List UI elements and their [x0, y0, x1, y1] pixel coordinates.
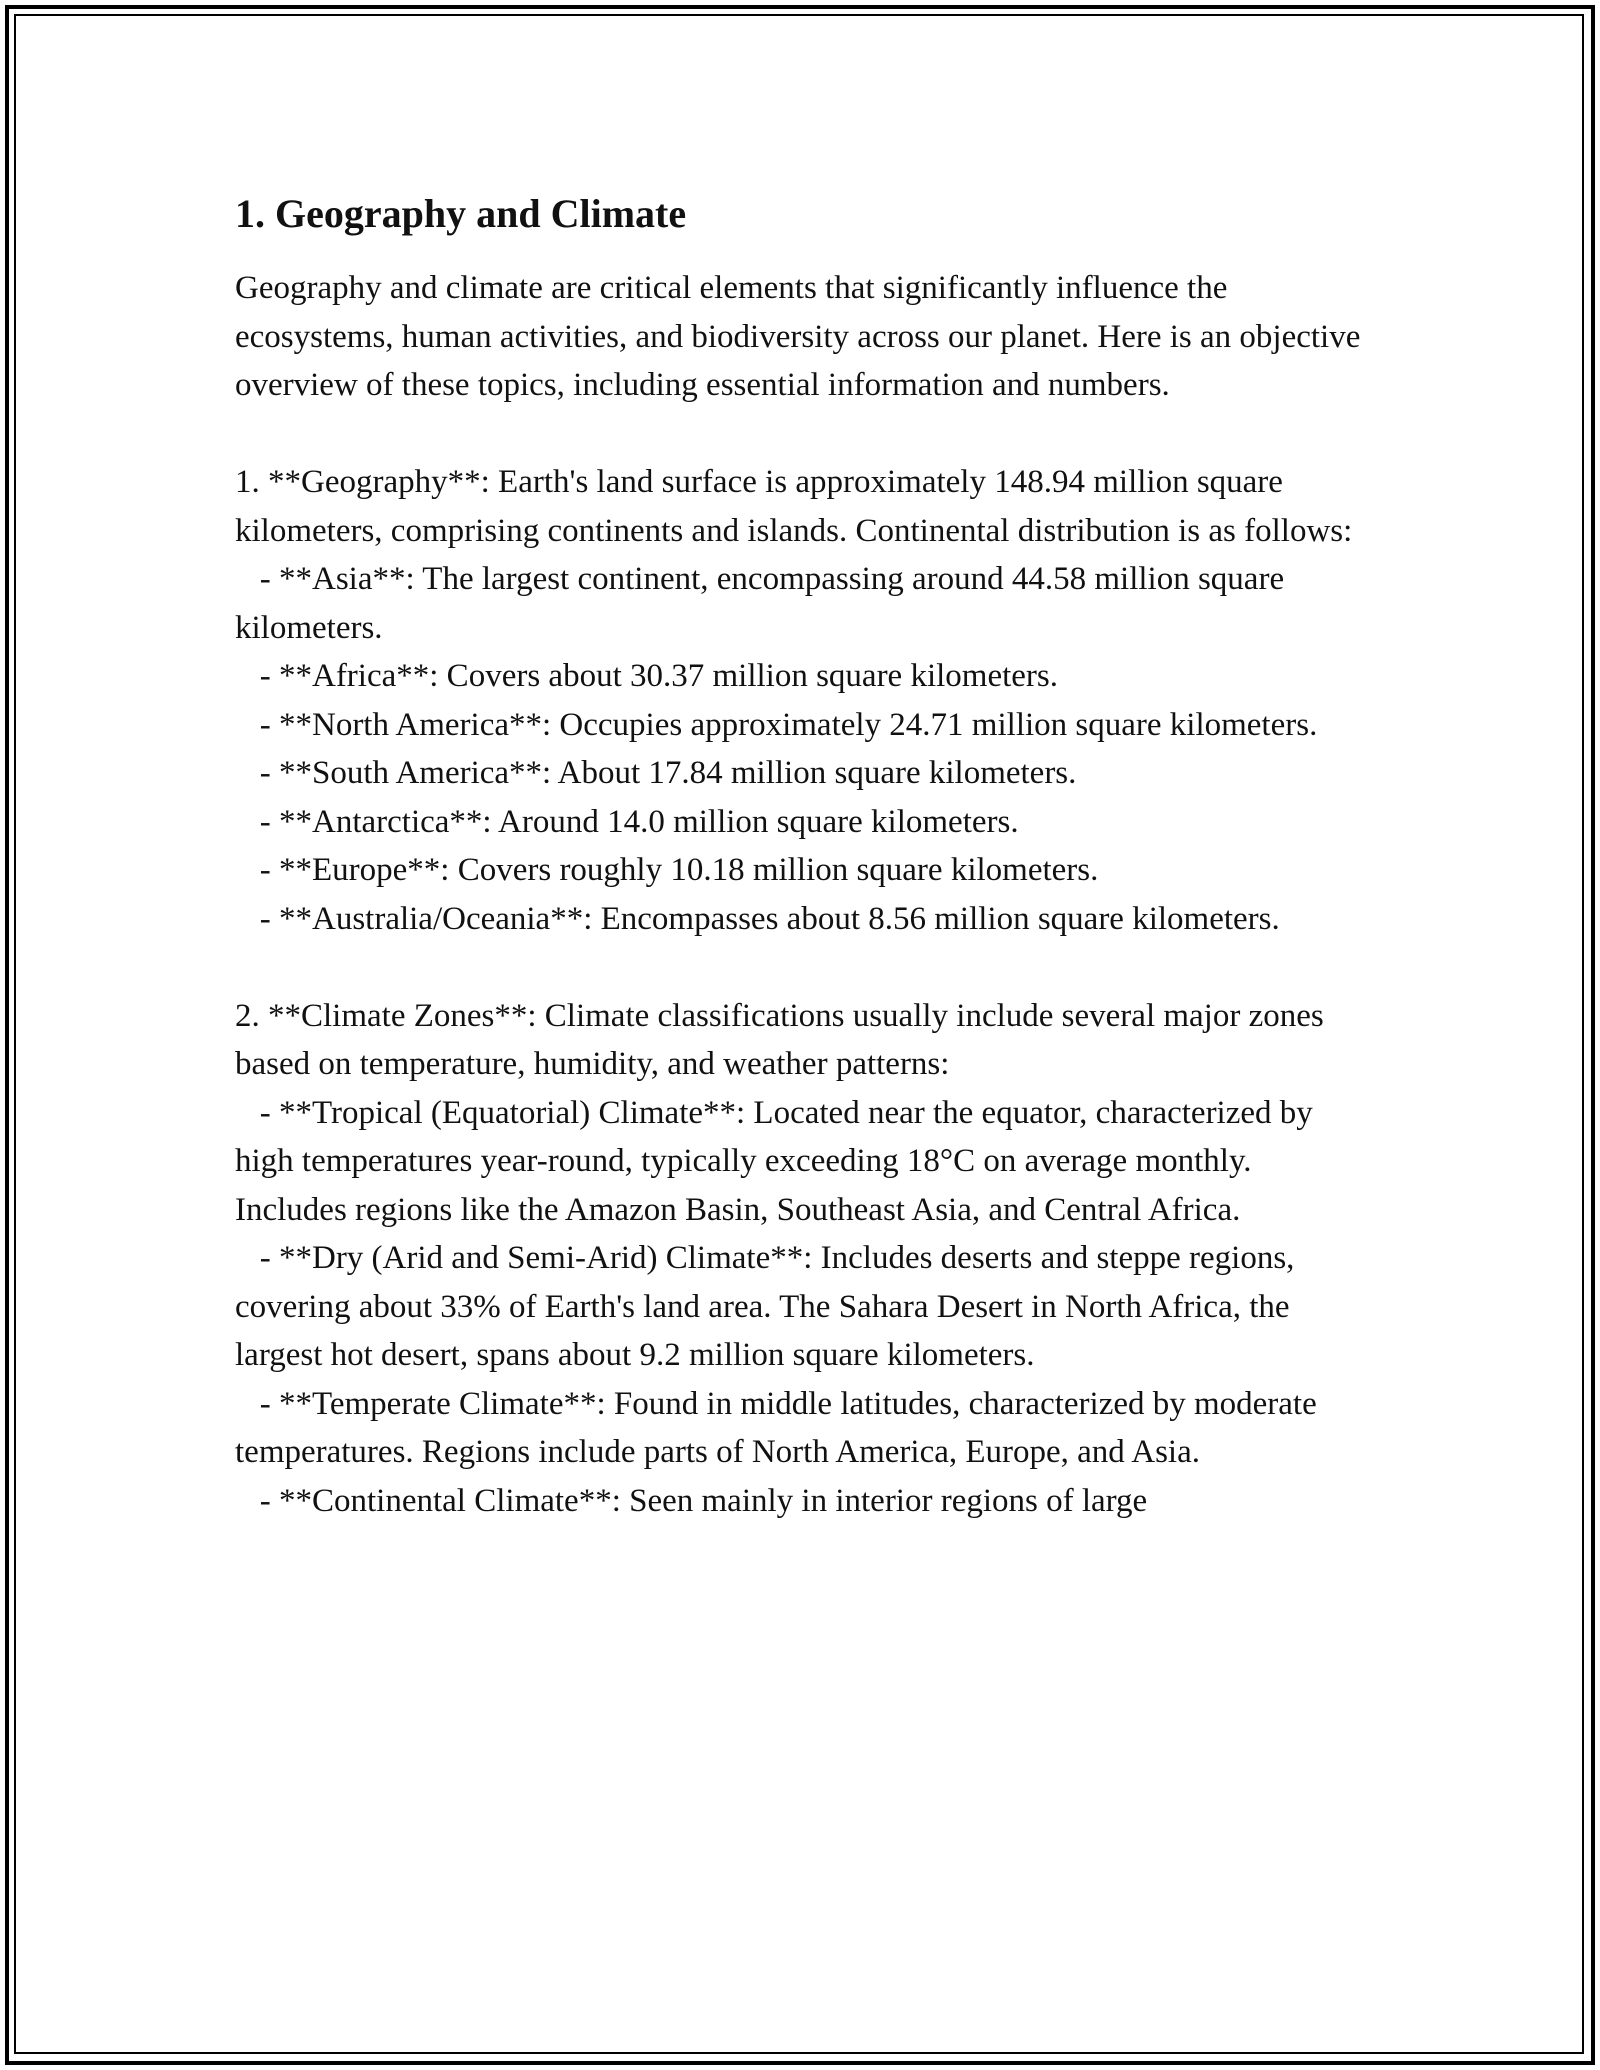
body-text: Geography and climate are critical elements that significantly influence the ecosystems, human activities, and biodiversity across our planet. Here is an objective overview of these topics, including essential information and numbers. 1. **Geography**: Earth's land surface is approximately 148.94 million square kilometers, comprising continents and islands. Continental distribution is as follows: - **Asia**: The largest continent, encompassing around 44.58 million square kilometers. - **Africa**: Covers about 30.37 million square kilometers. - **North America**: Occupies approximately 24.71 million square kilometers. - **South America**: About 17.84 million square kilometers. - **Antarctica**: Around 14.0 million square kilometers. - **Europe**: Covers roughly 10.18 million square kilometers. - **Australia/Oceania**: Encompasses about 8.56 million square kilometers. 2. **Climate Zones**: Climate classifications usually include several major zones based on temperature, humidity, and weather patterns: - **Tropical (Equatorial) Climate**: Located near the equator, characterized by high temperatures year-round, typically exceeding 18°C on average monthly. Includes regions like the Amazon Basin, Southeast Asia, and Central Africa. - **Dry (Arid and Semi-Arid) Climate**: Includes deserts and steppe regions, covering about 33% of Earth's land area. The Sahara Desert in North Africa, the largest hot desert, spans about 9.2 million square kilometers. - **Temperate Climate**: Found in middle latitudes, characterized by moderate temperatures. Regions include parts of North America, Europe, and Asia. - **Continental Climate**: Seen mainly in interior regions of large	[235, 270, 1361, 1519]
section-title: 1. Geography and Climate	[235, 191, 687, 236]
page-content	[235, 186, 1365, 1525]
